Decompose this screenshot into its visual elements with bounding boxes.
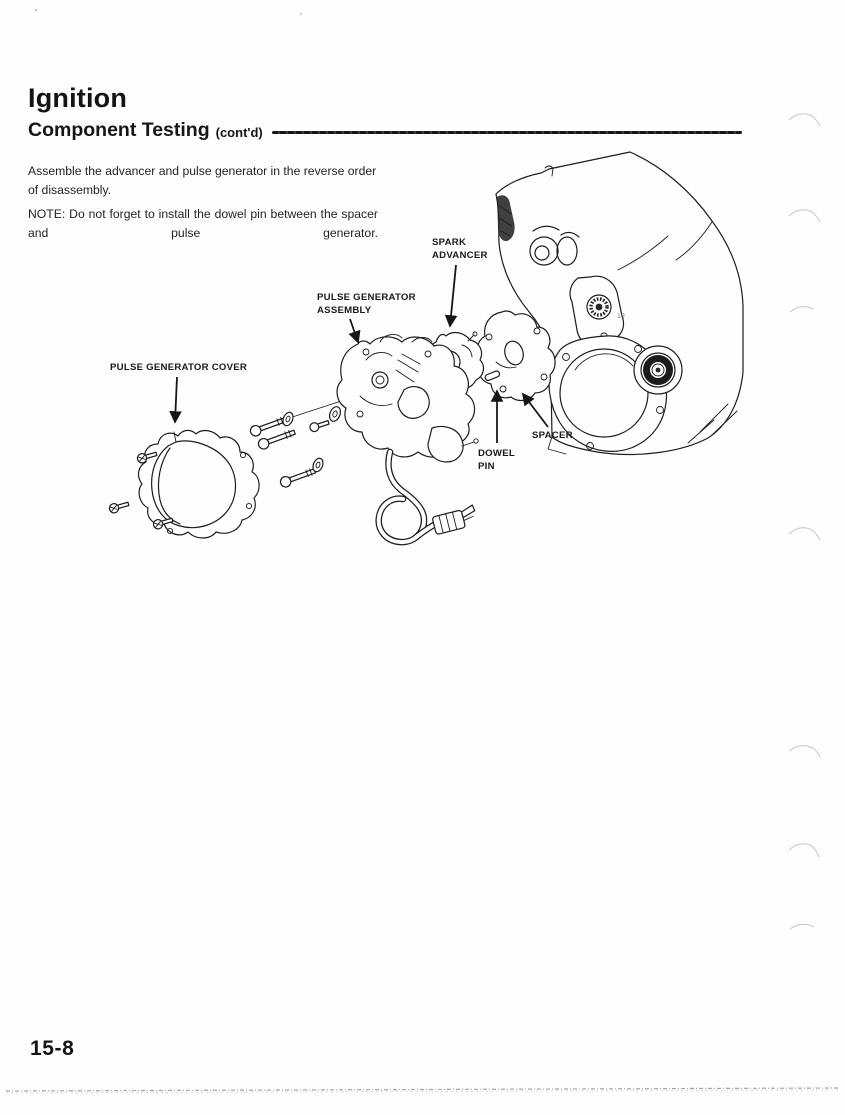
scan-artifacts — [6, 9, 839, 1093]
pulse-generator-assembly-arrow — [350, 319, 358, 342]
label-pulse-generator-assembly-line1: PULSE GENERATOR — [317, 292, 416, 303]
label-dowel-pin-line2: PIN — [478, 461, 495, 472]
label-pulse-generator-cover: PULSE GENERATOR COVER — [110, 362, 248, 373]
section-title: Component Testing — [28, 119, 210, 141]
body-paragraph: Assemble the advancer and pulse generator in the reverse order of disassembly. — [28, 164, 377, 198]
note-paragraph: NOTE: Do not forget to install the dowel pin between the spacer and pulse generator. — [28, 207, 378, 241]
page-title: Ignition — [28, 83, 128, 113]
label-dowel-pin-line1: DOWEL — [478, 448, 515, 459]
label-spark-advancer-line1: SPARK — [432, 237, 467, 248]
section-contd-note: (cont'd) — [215, 124, 263, 140]
page-number: 15-8 — [30, 1037, 75, 1060]
label-pulse-generator-assembly-line2: ASSEMBLY — [317, 305, 372, 316]
pulse-generator-cover-arrow — [175, 377, 177, 422]
stray-print-mark: 19 — [617, 313, 625, 320]
label-spacer: SPACER — [532, 430, 573, 441]
spark-advancer-arrow — [450, 265, 456, 326]
spacer-arrow — [523, 394, 548, 427]
bolts-and-washers-drawing — [249, 405, 342, 488]
label-spark-advancer-line2: ADVANCER — [432, 250, 488, 261]
wire-and-connector-drawing — [379, 452, 478, 542]
crankcase-drawing — [496, 152, 743, 454]
